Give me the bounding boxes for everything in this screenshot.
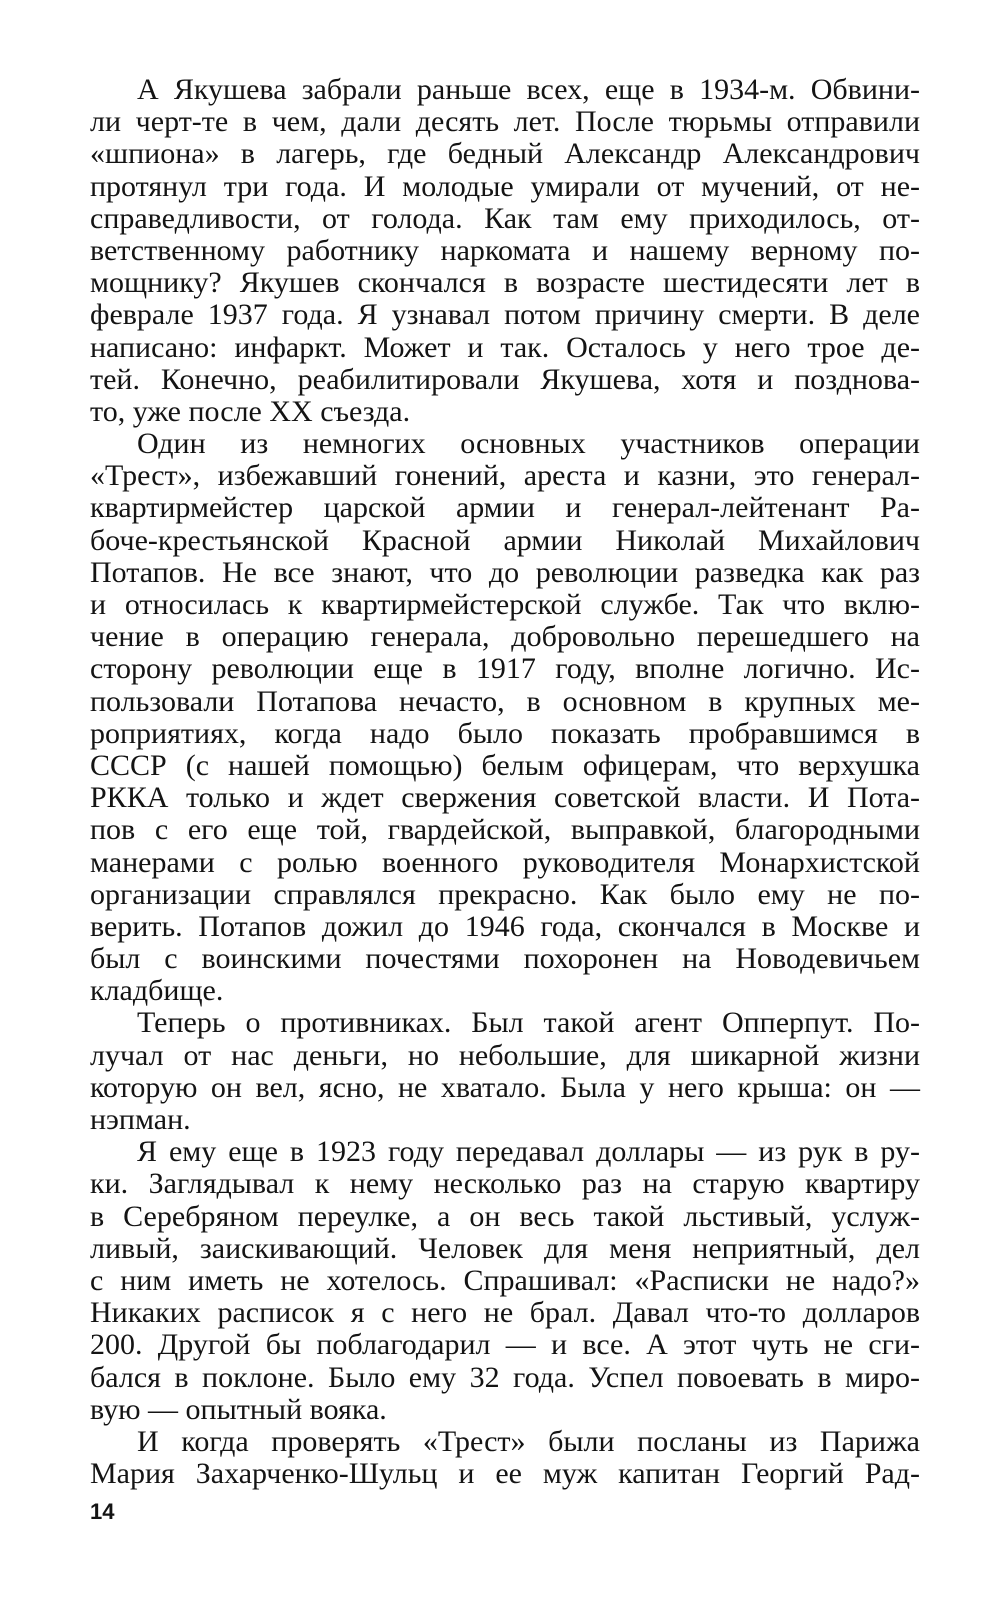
paragraph-3: [90, 1007, 920, 1136]
text-line: Мария Захарченко-Шульц и ее муж капитан Георгий Рад-: [90, 1457, 920, 1491]
text-line: и относилась к квартирмейстерской службе. Так что вклю-: [90, 588, 920, 621]
text-line: нэпман.: [90, 1103, 191, 1136]
text-line: был с воинскими почестями похоронен на Новодевичьем: [90, 942, 920, 976]
text-line: ливый, заискивающий. Человек для меня неприятный, дел: [90, 1231, 920, 1265]
paragraph-4: [90, 1136, 920, 1426]
text-line: «шпиона» в лагерь, где бедный Александр Александрович: [90, 137, 920, 171]
body-text: [90, 74, 920, 1490]
text-line: с ним иметь не хотелось. Спрашивал: «Расписки не надо?»: [90, 1263, 920, 1297]
text-line: написано: инфаркт. Может и так. Осталось у него трое де-: [90, 330, 920, 364]
text-line: роприятиях, когда надо было показать пробравшимся в: [90, 716, 920, 750]
text-line: то, уже после XX съезда.: [90, 394, 411, 428]
text-line: мощнику? Якушев скончался в возрасте шестидесяти лет в: [90, 266, 920, 300]
text-line: тей. Конечно, реабилитировали Якушева, хотя и позднова-: [90, 362, 920, 396]
text-line: пов с его еще той, гвардейской, выправкой, благородными: [90, 813, 920, 847]
text-line: квартирмейстер царской армии и генерал-лейтенант Ра-: [90, 491, 920, 525]
page-number: 14: [90, 1499, 115, 1524]
text-line: Один из немногих основных участников операции: [137, 427, 920, 461]
text-line: сторону революции еще в 1917 году, вполне логично. Ис-: [90, 652, 920, 686]
text-line: ки. Заглядывал к нему несколько раз на старую квартиру: [90, 1167, 920, 1201]
text-line: организации справлялся прекрасно. Как было ему не по-: [90, 877, 920, 911]
text-line: справедливости, от голода. Как там ему приходилось, от-: [90, 201, 920, 235]
text-line: пользовали Потапова нечасто, в основном в крупных ме-: [90, 684, 920, 718]
text-line: манерами с ролью военного руководителя Монархистской: [90, 845, 920, 879]
text-line: Теперь о противниках. Был такой агент Опперпут. По-: [137, 1006, 920, 1040]
text-line: РККА только и ждет свержения советской власти. И Пота-: [90, 781, 920, 815]
text-line: вую — опытный вояка.: [90, 1392, 387, 1426]
paragraph-1: [90, 74, 920, 428]
text-line: 200. Другой бы поблагодарил — и все. А этот чуть не сги-: [90, 1328, 920, 1362]
text-line: Потапов. Не все знают, что до революции разведка как раз: [90, 555, 920, 589]
text-line: ли черт-те в чем, дали десять лет. После тюрьмы отправили: [90, 105, 920, 139]
text-line: боче-крестьянской Красной армии Николай Михайлович: [90, 523, 920, 557]
text-line: Я ему еще в 1923 году передавал доллары — из рук в ру-: [137, 1135, 920, 1169]
paragraph-5: [90, 1426, 920, 1490]
text-line: чение в операцию генерала, добровольно перешедшего на: [90, 620, 920, 654]
text-line: СССР (с нашей помощью) белым офицерам, что верхушка: [90, 748, 920, 782]
text-line: которую он вел, ясно, не хватало. Была у него крыша: он —: [90, 1070, 920, 1104]
text-line: лучал от нас деньги, но небольшие, для шикарной жизни: [90, 1038, 920, 1072]
text-line: «Трест», избежавший гонений, ареста и казни, это генерал-: [90, 459, 920, 493]
text-line: феврале 1937 года. Я узнавал потом причину смерти. В деле: [90, 298, 920, 332]
text-line: И когда проверять «Трест» были посланы из Парижа: [137, 1424, 920, 1458]
text-line: ветственному работнику наркомата и нашему верному по-: [90, 233, 920, 267]
text-line: кладбище.: [90, 974, 224, 1008]
text-line: Никаких расписок я с него не брал. Давал что-то долларов: [90, 1296, 920, 1330]
text-line: бался в поклоне. Было ему 32 года. Успел повоевать в миро-: [90, 1360, 920, 1394]
text-line: А Якушева забрали раньше всех, еще в 1934-м. Обвини-: [137, 73, 920, 106]
paragraph-2: [90, 428, 920, 1007]
text-line: верить. Потапов дожил до 1946 года, скончался в Москве и: [90, 909, 920, 943]
text-line: протянул три года. И молодые умирали от мучений, от не-: [90, 169, 920, 203]
text-line: в Серебряном переулке, а он весь такой льстивый, услуж-: [90, 1199, 920, 1233]
